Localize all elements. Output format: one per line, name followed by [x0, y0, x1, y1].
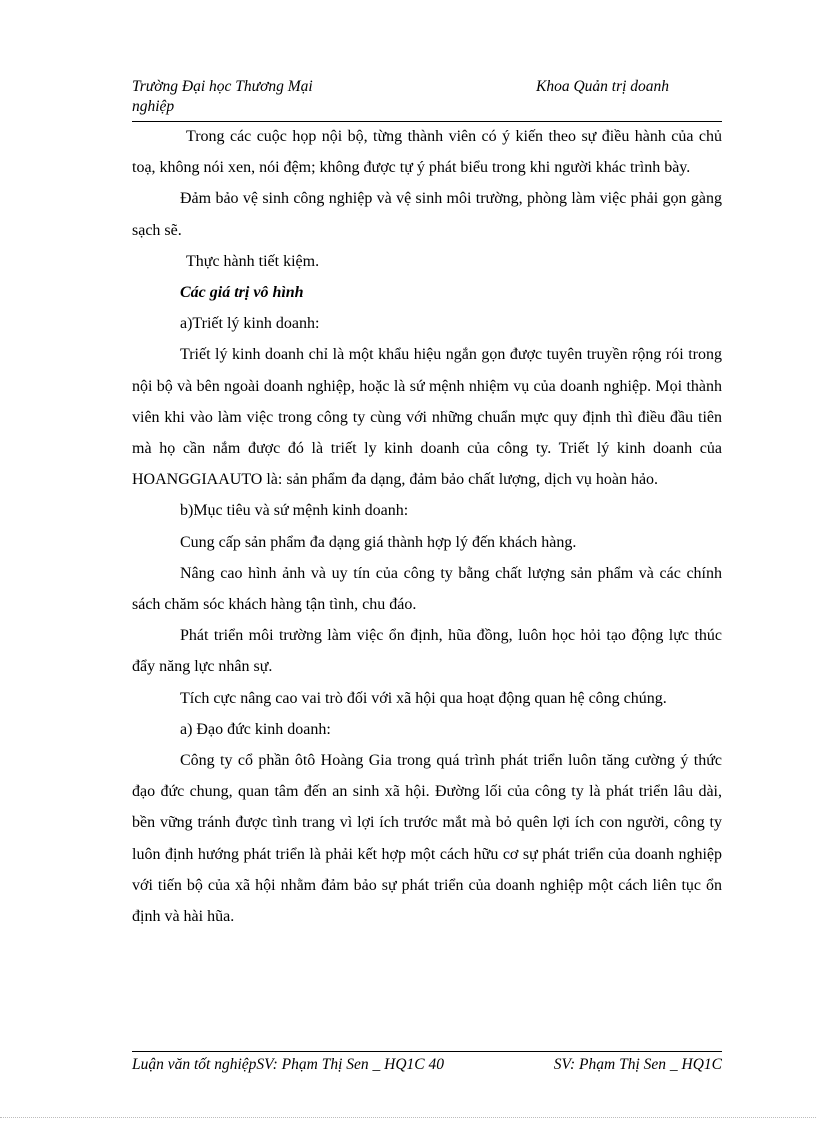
paragraph-goal-society: Tích cực nâng cao vai trò đối với xã hội qua hoạt động quan hệ công chúng.	[180, 689, 667, 707]
footer-thesis-author: Luận văn tốt nghiệpSV: Phạm Thị Sen _ HQ1C 40	[132, 1056, 444, 1073]
paragraph-meeting-rules: Trong các cuộc họp nội bộ, từng thành viên có ý kiến theo sự điều hành của chủ toạ, không nói xen, nói đệm; không được tự ý phát biểu trong khi người khác trình bày.	[132, 128, 722, 177]
header-faculty-wrap: nghiệp	[132, 98, 175, 115]
page-edge-divider	[0, 1117, 816, 1118]
paragraph-goal-products: Cung cấp sản phẩm đa dạng giá thành hợp lý đến khách hàng.	[180, 533, 577, 551]
section-heading-intangible-values: Các giá trị vô hình	[180, 284, 304, 302]
body-text	[132, 121, 722, 932]
subheading-goals-mission: b)Mục tiêu và sứ mệnh kinh doanh:	[180, 502, 409, 520]
paragraph-business-philosophy: Triết lý kinh doanh chỉ là một khẩu hiệu ngắn gọn được tuyên truyền rộng rói trong nội bộ và bên ngoài doanh nghiệp, hoặc là sứ mệnh nhiệm vụ của doanh nghiệp. Mọi thành viên khi vào làm việc trong công ty cùng với những chuẩn mực quy định thì điều đầu tiên mà họ cần nắm được đó là triết ly kinh doanh của công ty. Triết lý kinh doanh của HOANGGIAAUTO là: sản phẩm đa dạng, đảm bảo chất lượng, dịch vụ hoàn hảo.	[132, 346, 722, 489]
header-university: Trường Đại học Thương Mại	[132, 78, 313, 95]
header-faculty: Khoa Quản trị doanh	[536, 78, 670, 95]
subheading-business-ethics: a) Đạo đức kinh doanh:	[180, 720, 331, 738]
paragraph-hygiene: Đảm bảo vệ sinh công nghiệp và vệ sinh môi trường, phòng làm việc phải gọn gàng sạch sẽ.	[132, 190, 722, 239]
paragraph-thrift: Thực hành tiết kiệm.	[186, 252, 320, 270]
paragraph-goal-image: Nâng cao hình ảnh và uy tín của công ty bằng chất lượng sản phẩm và các chính sách chăm sóc khách hàng tận tình, chu đáo.	[132, 564, 722, 614]
page-number: 40	[428, 1056, 444, 1073]
footer-rule	[132, 1051, 722, 1052]
paragraph-business-ethics: Công ty cổ phần ôtô Hoàng Gia trong quá trình phát triển luôn tăng cường ý thức đạo đức chung, quan tâm đến an sinh xã hội. Đường lối của công ty là phát triển lâu dài, bền vững tránh được tình trang vì lợi ích trước mắt mà bỏ quên lợi ích con người, công ty luôn định hướng phát triển là phải kết hợp một cách hữu cơ sự phát triển của doanh nghiệp với tiến bộ của xã hội nhằm đảm bảo sự phát triển của doanh nghiệp một cách liên tục ổn định và hài hũa.	[132, 752, 722, 926]
page-footer	[132, 1056, 722, 1080]
subheading-business-philosophy: a)Triết lý kinh doanh:	[180, 315, 320, 333]
paragraph-goal-workplace: Phát triển môi trường làm việc ổn định, hũa đồng, luôn học hỏi tạo động lực thúc đẩy năng lực nhân sự.	[132, 627, 722, 676]
footer-author: SV: Phạm Thị Sen _ HQ1C	[553, 1056, 722, 1073]
page-header	[132, 78, 722, 120]
